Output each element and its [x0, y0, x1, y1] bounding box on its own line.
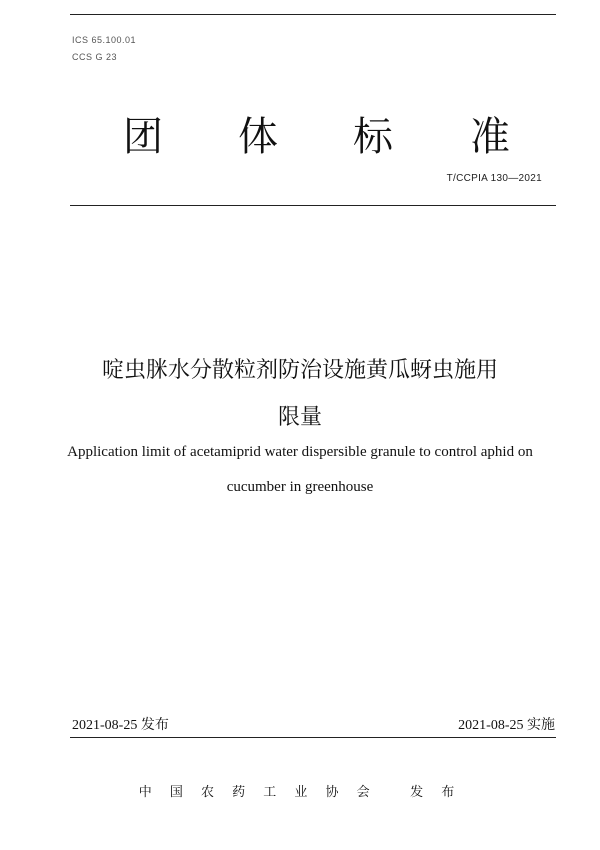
ccs-code: CCS G 23	[72, 52, 118, 62]
chinese-title-line-1: 啶虫脒水分散粒剂防治设施黄瓜蚜虫施用	[101, 358, 498, 383]
chinese-title-line-2: 限量	[277, 405, 322, 430]
standard-type-char: 体	[238, 114, 278, 160]
english-title-line-2: cucumber in greenhouse	[226, 479, 374, 495]
publish-action: 发 布	[410, 785, 462, 800]
standard-number: T/CCPIA 130—2021	[446, 173, 542, 184]
footer-divider	[70, 737, 556, 738]
publisher-line	[0, 781, 600, 800]
ics-code: ICS 65.100.01	[72, 35, 137, 45]
standard-type-char: 准	[470, 114, 510, 160]
standard-type-heading	[0, 112, 600, 162]
english-title-line-1: Application limit of acetamiprid water dispersible granule to control aphid on	[67, 444, 533, 460]
publisher-name: 中 国 农 药 工 业 协 会	[138, 785, 377, 800]
standard-type-char: 团	[123, 114, 163, 160]
implementation-date: 2021-08-25 实施	[458, 718, 555, 733]
top-rule	[70, 14, 556, 15]
standard-type-char: 标	[353, 114, 393, 160]
classification-codes	[72, 32, 136, 66]
header-divider	[70, 205, 556, 206]
issue-date: 2021-08-25 发布	[72, 718, 169, 733]
